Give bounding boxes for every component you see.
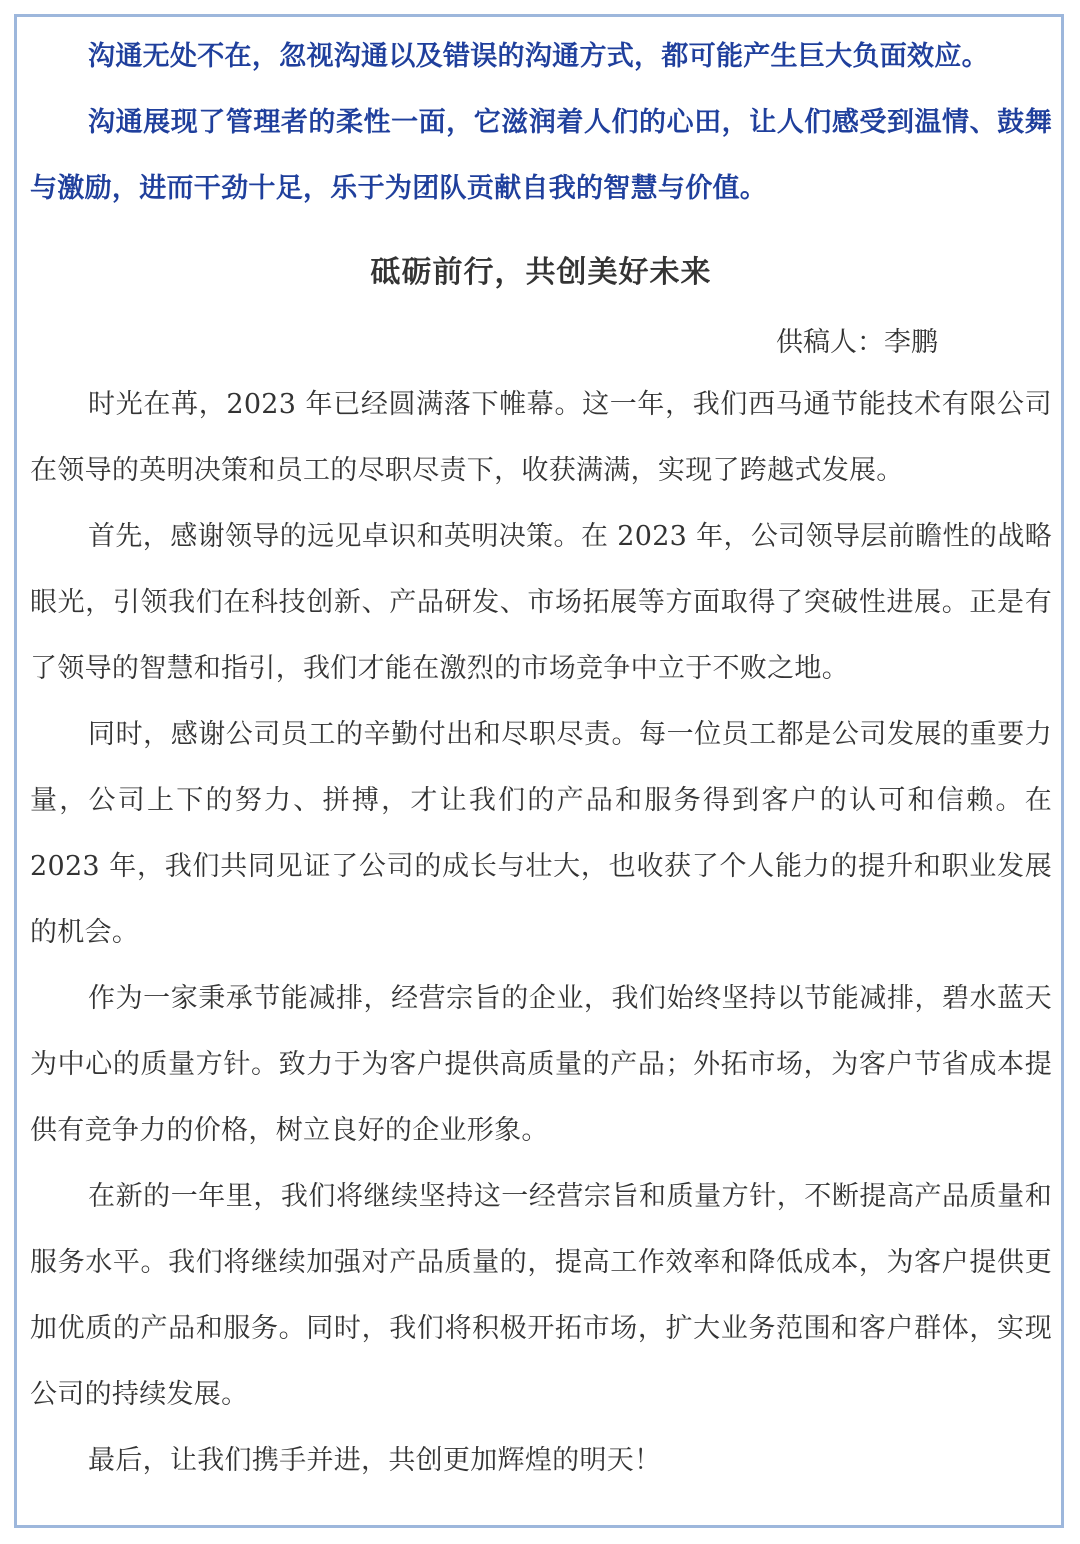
body-paragraph-3: 同时，感谢公司员工的辛勤付出和尽职尽责。每一位员工都是公司发展的重要力量，公司上下的努力、拼搏，才让我们的产品和服务得到客户的认可和信赖。在 2023 年，我们共同见证了公司的成长与壮大，也收获了个人能力的提升和职业发展的机会。 bbox=[30, 719, 1052, 948]
body-paragraph-4: 作为一家秉承节能减排，经营宗旨的企业，我们始终坚持以节能减排，碧水蓝天为中心的质量方针。致力于为客户提供高质量的产品；外拓市场，为客户节省成本提供有竞争力的价格，树立良好的企业形象。 bbox=[30, 983, 1052, 1146]
body-paragraph-5: 在新的一年里，我们将继续坚持这一经营宗旨和质量方针，不断提高产品质量和服务水平。我们将继续加强对产品质量的，提高工作效率和降低成本，为客户提供更加优质的产品和服务。同时，我们将积极开拓市场，扩大业务范围和客户群体，实现公司的持续发展。 bbox=[30, 1181, 1052, 1410]
intro-paragraph-2: 沟通展现了管理者的柔性一面，它滋润着人们的心田，让人们感受到温情、鼓舞与激励，进而干劲十足，乐于为团队贡献自我的智慧与价值。 bbox=[30, 107, 1052, 204]
article-title: 砥砺前行，共创美好未来 bbox=[370, 255, 712, 290]
body-paragraph-1: 时光在苒，2023 年已经圆满落下帷幕。这一年，我们西马通节能技术有限公司在领导的英明决策和员工的尽职尽责下，收获满满，实现了跨越式发展。 bbox=[30, 389, 1052, 486]
document-content bbox=[30, 24, 1052, 1494]
intro-paragraph-1: 沟通无处不在，忽视沟通以及错误的沟通方式，都可能产生巨大负面效应。 bbox=[88, 41, 989, 72]
article-author: 供稿人：李鹏 bbox=[776, 327, 938, 358]
body-paragraph-2: 首先，感谢领导的远见卓识和英明决策。在 2023 年，公司领导层前瞻性的战略眼光，引领我们在科技创新、产品研发、市场拓展等方面取得了突破性进展。正是有了领导的智慧和指引，我们才能在激烈的市场竞争中立于不败之地。 bbox=[30, 521, 1052, 684]
body-paragraph-6: 最后，让我们携手并进，共创更加辉煌的明天！ bbox=[88, 1445, 662, 1476]
